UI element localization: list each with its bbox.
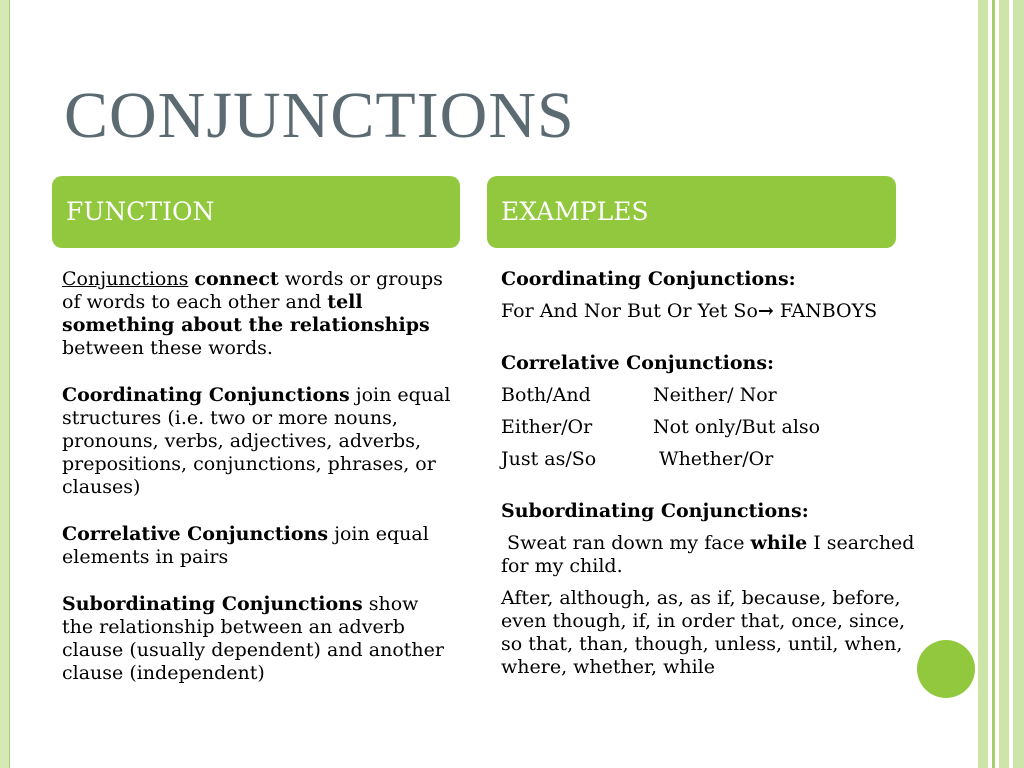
sentence-part-b: I searched for my child. (501, 532, 915, 577)
pair-second: Neither/ Nor (653, 384, 777, 406)
coordinating-examples-heading (501, 268, 921, 291)
subordinating-heading-text: Subordinating Conjunctions: (501, 500, 809, 522)
function-header: FUNCTION (52, 176, 460, 248)
left-border-decoration (0, 0, 10, 768)
conjunctions-term: Conjunctions (62, 268, 189, 290)
right-stripes-decoration (976, 0, 1024, 768)
subordinating-definition (62, 593, 452, 685)
correlative-definition (62, 523, 452, 569)
slide-title: CONJUNCTIONS (64, 79, 575, 152)
correlative-pair (501, 448, 921, 471)
pair-second: Not only/But also (653, 416, 821, 438)
decorative-circle (917, 640, 975, 698)
definition-bold: tell something about the relationships (62, 291, 430, 336)
sentence-part-a: Sweat ran down my face (501, 532, 751, 554)
connect-word: connect (194, 268, 279, 290)
conjunctions-definition (62, 268, 452, 360)
pair-first: Just as/So (501, 448, 597, 470)
pair-first: Both/And (501, 384, 591, 406)
coordinating-heading-text: Coordinating Conjunctions: (501, 268, 796, 290)
pair-second: Whether/Or (653, 448, 774, 470)
sentence-while: while (750, 532, 808, 554)
fanboys-acronym: FANBOYS (773, 300, 878, 322)
subordinating-examples-heading (501, 500, 921, 523)
correlative-pair (501, 384, 921, 407)
subordinating-term: Subordinating Conjunctions (62, 593, 363, 615)
fanboys-list: For And Nor But Or Yet So (501, 300, 758, 322)
correlative-pair (501, 416, 921, 439)
pair-first: Either/Or (501, 416, 593, 438)
correlative-heading-text: Correlative Conjunctions: (501, 352, 775, 374)
coordinating-text: join equal structures (i.e. two or more nouns, pronouns, verbs, adjectives, adverbs, prepositions, conjunctions, phrases, or clauses) (62, 384, 451, 498)
fanboys-line (501, 300, 921, 323)
subordinating-text: show the relationship between an adverb clause (usually dependent) and another clause (independent) (62, 593, 444, 684)
arrow-icon: → (757, 300, 774, 322)
coordinating-term: Coordinating Conjunctions (62, 384, 350, 406)
correlative-term: Correlative Conjunctions (62, 523, 329, 545)
examples-header: EXAMPLES (487, 176, 896, 248)
correlative-text: join equal elements in pairs (62, 523, 429, 568)
definition-text-1: words or groups of words to each other and (62, 268, 443, 313)
function-column (62, 268, 452, 709)
examples-column (501, 268, 921, 688)
correlative-examples-heading (501, 352, 921, 375)
example-sentence (501, 532, 921, 578)
coordinating-definition (62, 384, 452, 499)
definition-text-2: between these words. (62, 337, 273, 359)
subordinating-list: After, although, as, as if, because, before, even though, if, in order that, once, since, so that, than, though, unless, until, when, where, whether, while (501, 587, 905, 678)
